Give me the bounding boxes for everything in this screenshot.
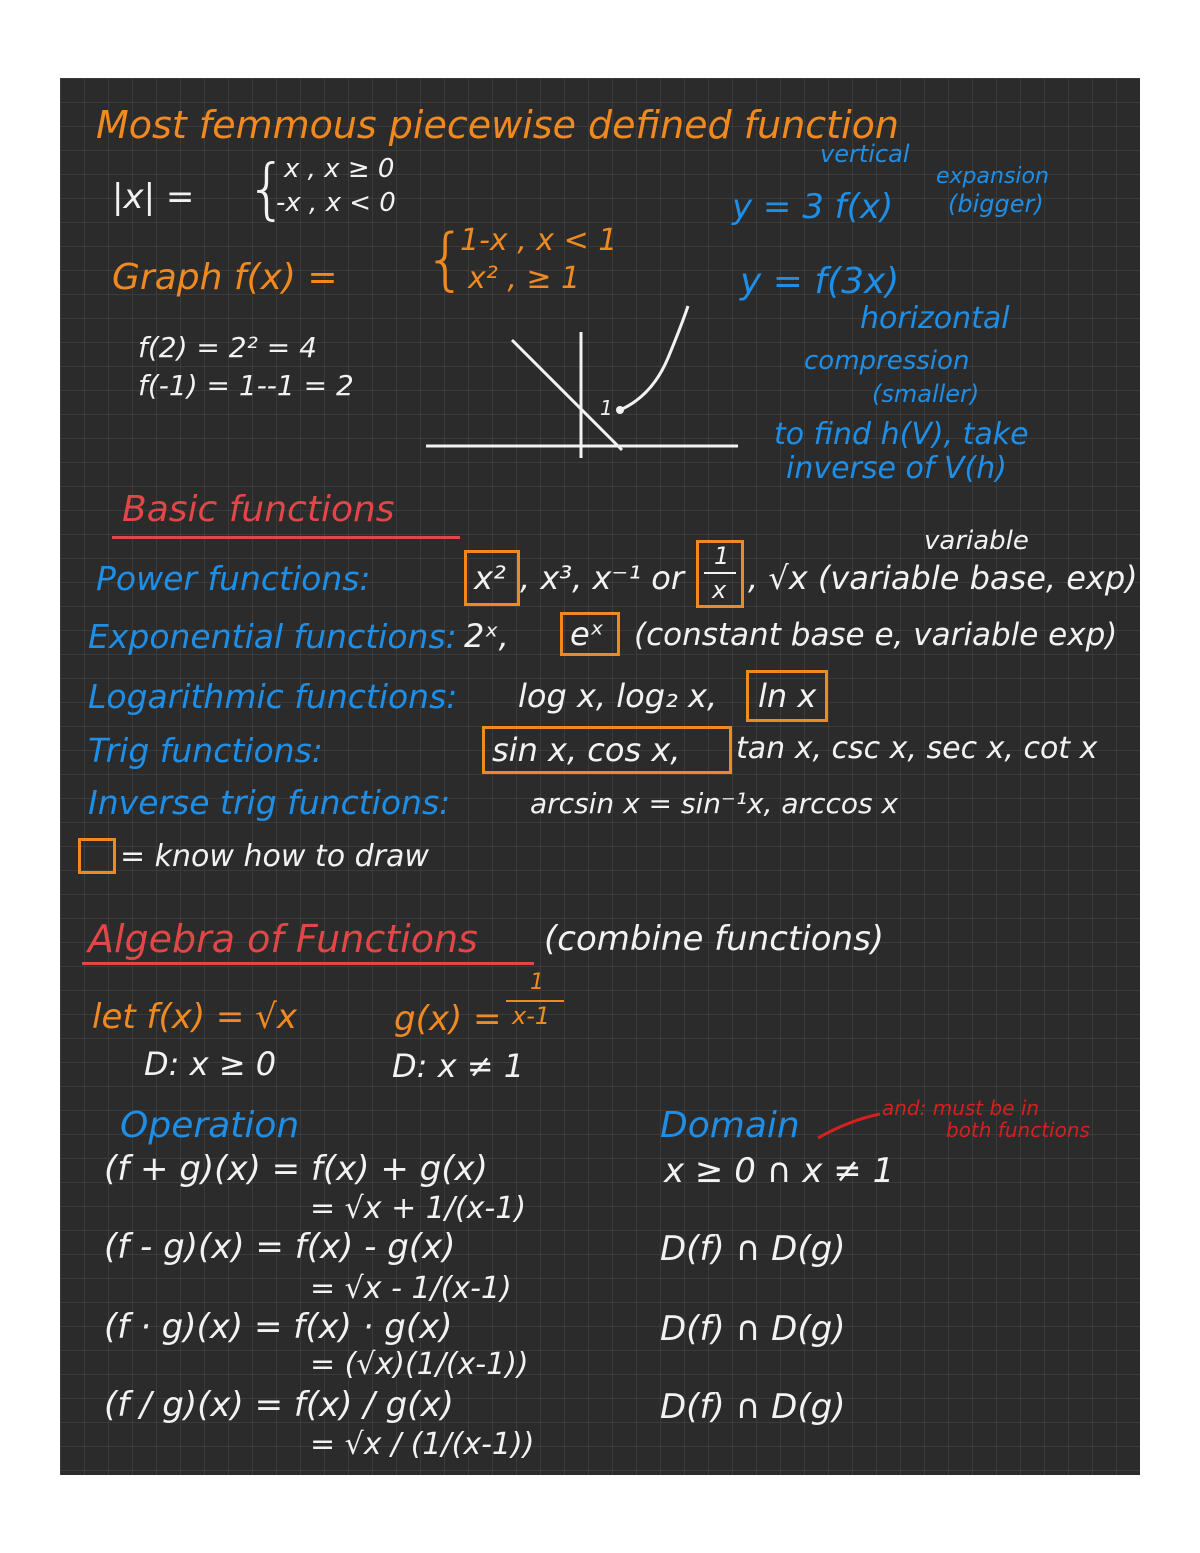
domain-heading: Domain	[660, 1105, 800, 1146]
trig-rest: tan x, csc x, sec x, cot x	[736, 731, 1098, 766]
expansion-note: expansion	[936, 164, 1049, 189]
exp-end: (constant base e, variable exp)	[634, 617, 1118, 653]
op-row-4-domain: D(f) ∩ D(g)	[660, 1387, 846, 1427]
page-title: Most femmous piecewise defined function	[96, 103, 899, 147]
vertical-equation: y = 3 f(x)	[732, 187, 894, 227]
basic-heading: Basic functions	[122, 489, 395, 530]
g-numerator: 1	[530, 970, 544, 995]
variable-note: variable	[924, 526, 1029, 556]
graph-label: Graph f(x) =	[112, 257, 338, 298]
compression-note: compression	[804, 346, 970, 376]
op-row-2-domain: D(f) ∩ D(g)	[660, 1229, 846, 1269]
operation-heading: Operation	[120, 1105, 300, 1146]
g-denominator: x-1	[512, 1002, 551, 1030]
power-rest: , x³, x⁻¹ or	[520, 559, 685, 597]
piece-case-1: 1-x , x < 1	[460, 223, 618, 258]
trig-boxed: sin x, cos x,	[492, 731, 681, 769]
piece-case-2: x² , ≥ 1	[468, 261, 581, 296]
domain-f: D: x ≥ 0	[144, 1045, 277, 1083]
bigger-note: (bigger)	[948, 190, 1044, 218]
brace-icon: {	[246, 150, 288, 227]
domain-g: D: x ≠ 1	[392, 1047, 525, 1085]
exp-ex: eˣ	[570, 615, 604, 653]
trig-label: Trig functions:	[88, 731, 323, 770]
power-x2: x²	[474, 559, 506, 597]
abs-case-2: -x , x < 0	[276, 188, 396, 218]
log-ln: ln x	[758, 677, 817, 715]
legend-text: = know how to draw	[120, 839, 429, 874]
log-label: Logarithmic functions:	[88, 677, 458, 716]
smaller-note: (smaller)	[872, 380, 980, 408]
frac-den: x	[712, 576, 727, 604]
op-row-4-expanded: = √x / (1/(x-1))	[310, 1427, 535, 1462]
frac-num: 1	[714, 542, 730, 570]
op-row-1-domain: x ≥ 0 ∩ x ≠ 1	[664, 1151, 895, 1191]
op-row-2-def: (f - g)(x) = f(x) - g(x)	[104, 1227, 456, 1267]
log-list: log x, log₂ x,	[518, 677, 718, 715]
domain-note-2: both functions	[946, 1118, 1090, 1142]
op-row-3-def: (f · g)(x) = f(x) · g(x)	[104, 1307, 453, 1347]
op-row-2-expanded: = √x - 1/(x-1)	[310, 1271, 512, 1306]
exp-2x: 2ˣ,	[464, 617, 509, 655]
inverse-trig-rest: arcsin x = sin⁻¹x, arccos x	[530, 787, 899, 820]
op-row-3-domain: D(f) ∩ D(g)	[660, 1309, 846, 1349]
inverse-note-2: inverse of V(h)	[786, 451, 1007, 486]
op-row-1-def: (f + g)(x) = f(x) + g(x)	[104, 1149, 488, 1189]
point-label: 1	[600, 396, 613, 420]
algebra-heading: Algebra of Functions	[88, 917, 478, 961]
eval-2: f(-1) = 1--1 = 2	[138, 369, 354, 402]
abs-lhs: |x| =	[112, 177, 195, 217]
let-g: g(x) =	[394, 999, 502, 1039]
op-row-1-expanded: = √x + 1/(x-1)	[310, 1191, 527, 1226]
inverse-trig-label: Inverse trig functions:	[88, 783, 451, 822]
eval-1: f(2) = 2² = 4	[138, 331, 317, 364]
let-f: let f(x) = √x	[92, 997, 298, 1037]
horizontal-equation: y = f(3x)	[740, 261, 900, 302]
inverse-note-1: to find h(V), take	[774, 417, 1029, 452]
domain-note-1: and: must be in	[882, 1096, 1040, 1120]
op-row-4-def: (f / g)(x) = f(x) / g(x)	[104, 1385, 454, 1425]
exp-label: Exponential functions:	[88, 617, 457, 656]
brace-icon: {	[424, 220, 468, 299]
op-row-3-expanded: = (√x)(1/(x-1))	[310, 1347, 529, 1382]
power-label: Power functions:	[96, 559, 371, 598]
algebra-subheading: (combine functions)	[544, 919, 885, 959]
horizontal-note: horizontal	[860, 301, 1010, 336]
note-page	[60, 78, 1140, 1475]
abs-case-1: x , x ≥ 0	[284, 154, 395, 184]
vertical-note: vertical	[820, 140, 910, 168]
power-end: , √x (variable base, exp)	[748, 559, 1138, 597]
